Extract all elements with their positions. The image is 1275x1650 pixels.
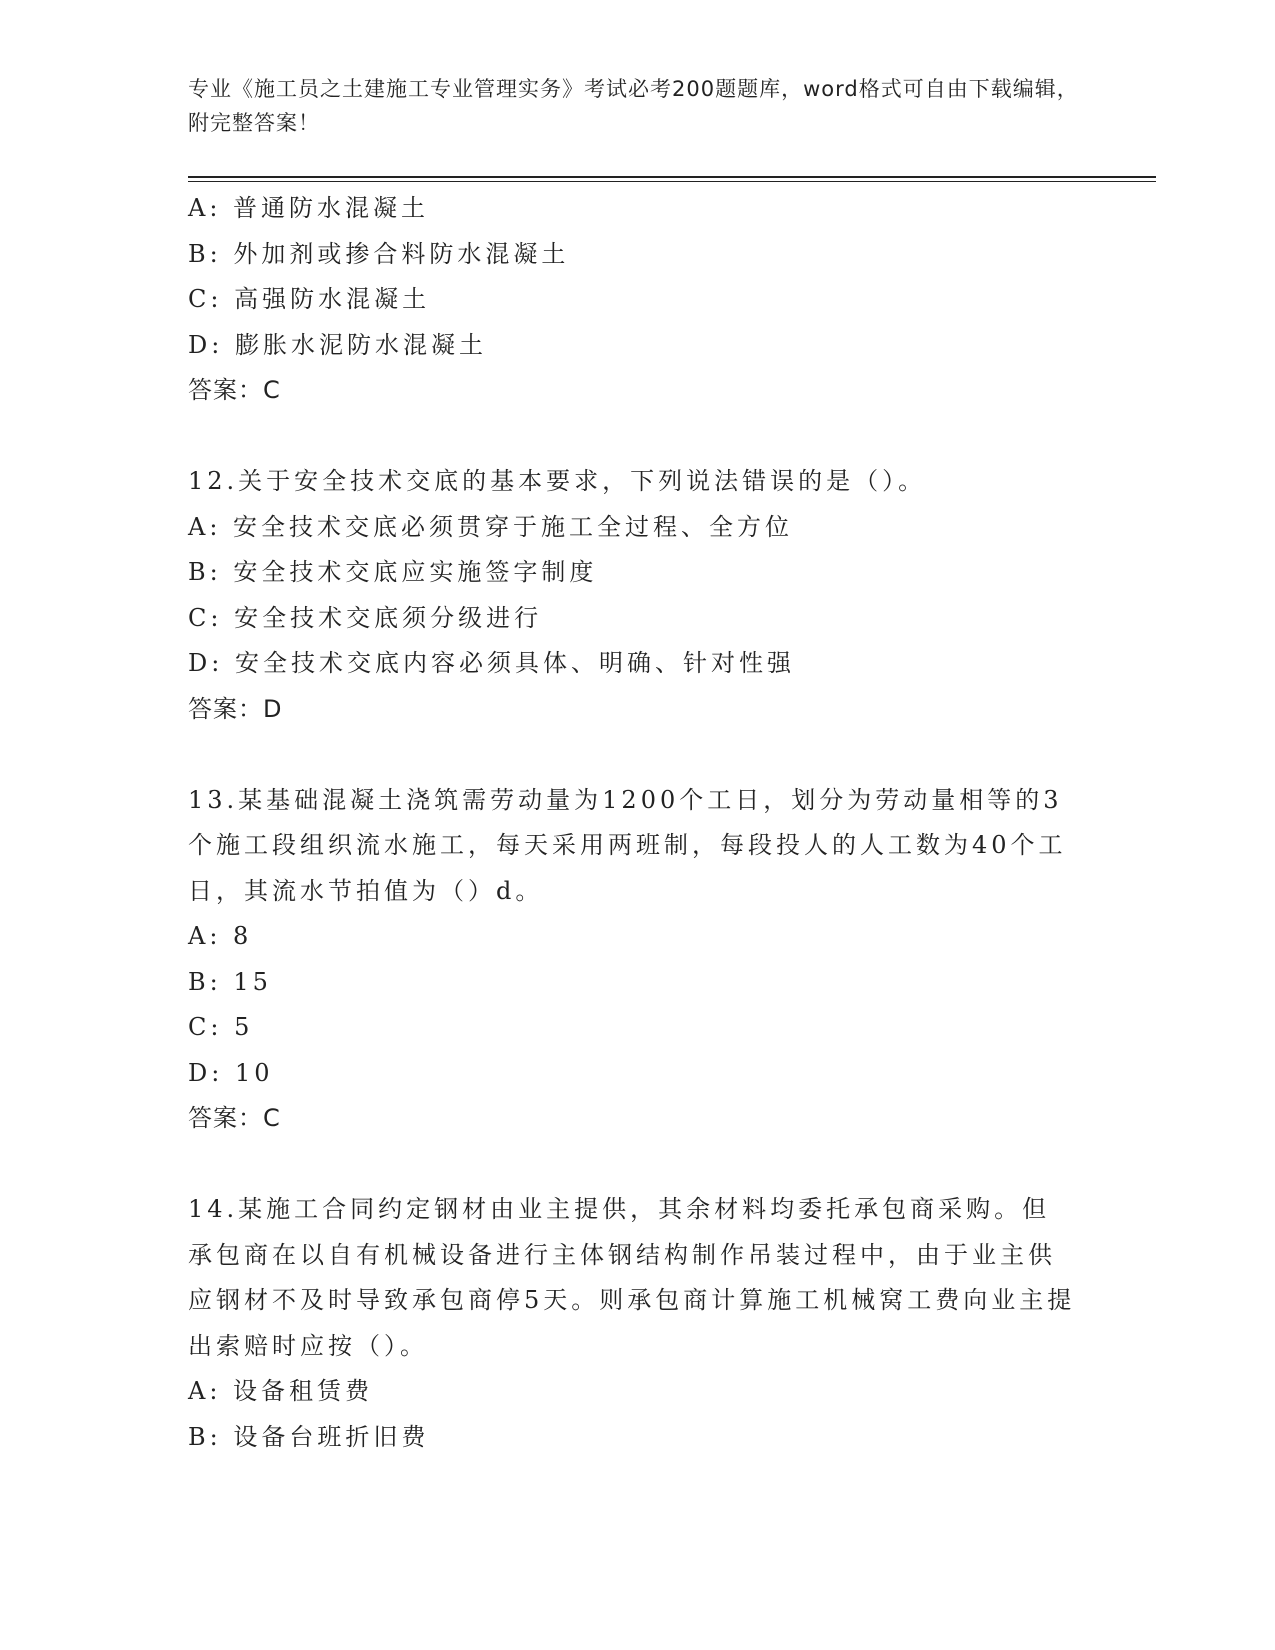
answer-label: 答案：C: [188, 376, 281, 404]
spacer: [188, 1142, 1078, 1188]
option-a: A: 设备租赁费: [188, 1377, 374, 1405]
option-b: B: 15: [188, 967, 272, 996]
option-b: B: 设备台班折旧费: [188, 1422, 430, 1451]
option-b: B: 外加剂或掺合料防水混凝土: [188, 239, 570, 268]
question-list: [188, 186, 1078, 1460]
option-a: A: 安全技术交底必须贯穿于施工全过程、全方位: [188, 512, 794, 541]
document-header: 专业《施工员之土建施工专业管理实务》考试必考200题题库，word格式可自由下载编辑，附完整答案！: [188, 77, 1079, 135]
option-a: A: 普通防水混凝土: [188, 194, 430, 222]
question-12: [188, 459, 1078, 732]
option-d: D: 安全技术交底内容必须具体、明确、针对性强: [188, 649, 795, 677]
option-b: B: 安全技术交底应实施签字制度: [188, 558, 598, 586]
spacer: [188, 414, 1078, 460]
option-c: C: 高强防水混凝土: [188, 285, 431, 313]
option-c: C: 安全技术交底须分级进行: [188, 603, 543, 632]
answer-label: 答案：C: [188, 1104, 281, 1132]
header-rule-thick: [188, 176, 1156, 178]
header-rule-thin: [188, 181, 1156, 182]
answer-label: 答案：D: [188, 694, 283, 723]
question-14: [188, 1187, 1078, 1460]
question-stem: 12.关于安全技术交底的基本要求，下列说法错误的是（）。: [188, 467, 927, 495]
question-11: [188, 186, 1078, 414]
question-stem: 13.某基础混凝土浇筑需劳动量为1200个工日，划分为劳动量相等的3个施工段组织流水施工，每天采用两班制，每段投人的人工数为40个工日，其流水节拍值为（）d。: [188, 785, 1067, 905]
question-13: [188, 778, 1078, 1142]
question-stem: 14.某施工合同约定钢材由业主提供，其余材料均委托承包商采购。但承包商在以自有机械设备进行主体钢结构制作吊装过程中，由于业主供应钢材不及时导致承包商停5天。则承包商计算施工机械窝工费向业主提出索赔时应按（）。: [188, 1195, 1076, 1360]
option-d: D: 10: [188, 1058, 274, 1087]
spacer: [188, 732, 1078, 778]
option-c: C: 5: [188, 1013, 254, 1041]
option-a: A: 8: [188, 922, 253, 950]
option-d: D: 膨胀水泥防水混凝土: [188, 330, 487, 359]
